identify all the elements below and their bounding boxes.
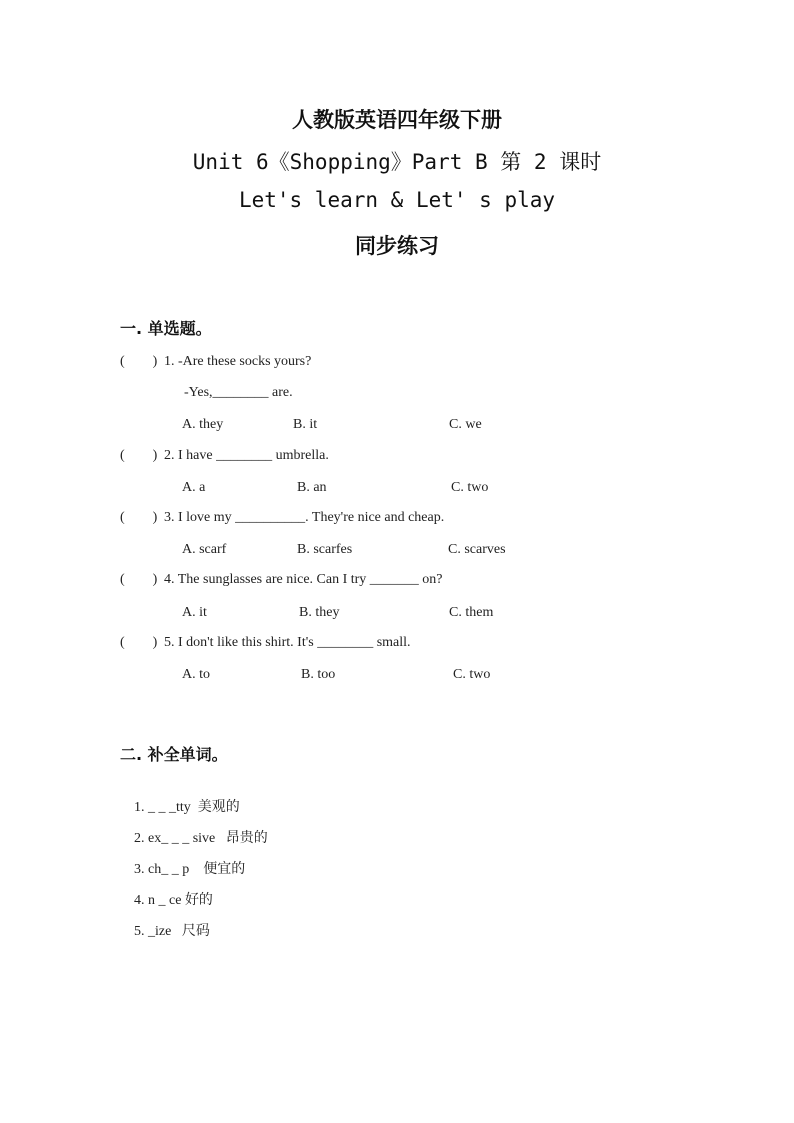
option-a: A. a	[182, 480, 206, 495]
option-b: B. scarfes	[297, 542, 353, 557]
word-meaning: 尺码	[181, 923, 210, 939]
option-b: B. too	[301, 667, 336, 682]
question-text: 3. I love my __________. They're nice and cheap.	[164, 510, 445, 525]
word-blank: 2. ex_ _ _ sive	[134, 831, 216, 846]
option-b: B. they	[299, 605, 340, 620]
answer-bracket: ( )	[120, 354, 158, 369]
option-a: A. they	[182, 417, 224, 432]
word-meaning: 好的	[184, 892, 213, 908]
word-item	[120, 904, 210, 956]
section-heading-word-completion: 二. 补全单词。	[120, 745, 228, 764]
answer-bracket: ( )	[120, 510, 158, 525]
word-blank: 1. _ _ _tty	[134, 800, 191, 815]
option-b: B. an	[297, 480, 327, 495]
option-a: A. to	[182, 667, 210, 682]
option-c: C. we	[449, 417, 482, 432]
question-text: 1. -Are these socks yours?	[164, 354, 312, 369]
question-text: 5. I don't like this shirt. It's ________ small.	[164, 635, 411, 650]
question-text: 2. I have ________ umbrella.	[164, 448, 329, 463]
option-c: C. scarves	[448, 542, 506, 557]
section-heading-multiple-choice: 一. 单选题。	[120, 319, 212, 338]
word-blank: 3. ch_ _ p	[134, 862, 190, 877]
option-a: A. scarf	[182, 542, 227, 557]
page-subtitle: 同步练习	[355, 233, 439, 258]
word-blank: 5. _ize	[134, 924, 172, 939]
option-c: C. two	[451, 480, 489, 495]
word-meaning: 美观的	[197, 799, 240, 815]
word-meaning: 昂贵的	[225, 830, 268, 846]
unit-line: Unit 6《Shopping》Part B 第 2 课时	[192, 150, 602, 174]
answer-bracket: ( )	[120, 635, 158, 650]
answer-bracket: ( )	[120, 572, 158, 587]
answer-bracket: ( )	[120, 448, 158, 463]
page-title: 人教版英语四年级下册	[292, 107, 502, 132]
option-a: A. it	[182, 605, 207, 620]
question-continuation: -Yes,________ are.	[184, 385, 293, 400]
option-c: C. two	[453, 667, 491, 682]
question-text: 4. The sunglasses are nice. Can I try _______ on?	[164, 572, 443, 587]
option-b: B. it	[293, 417, 318, 432]
word-meaning: 便宜的	[203, 861, 246, 877]
option-c: C. them	[449, 605, 494, 620]
lesson-line: Let's learn & Let' s play	[238, 188, 556, 212]
word-blank: 4. n _ ce	[134, 893, 182, 908]
